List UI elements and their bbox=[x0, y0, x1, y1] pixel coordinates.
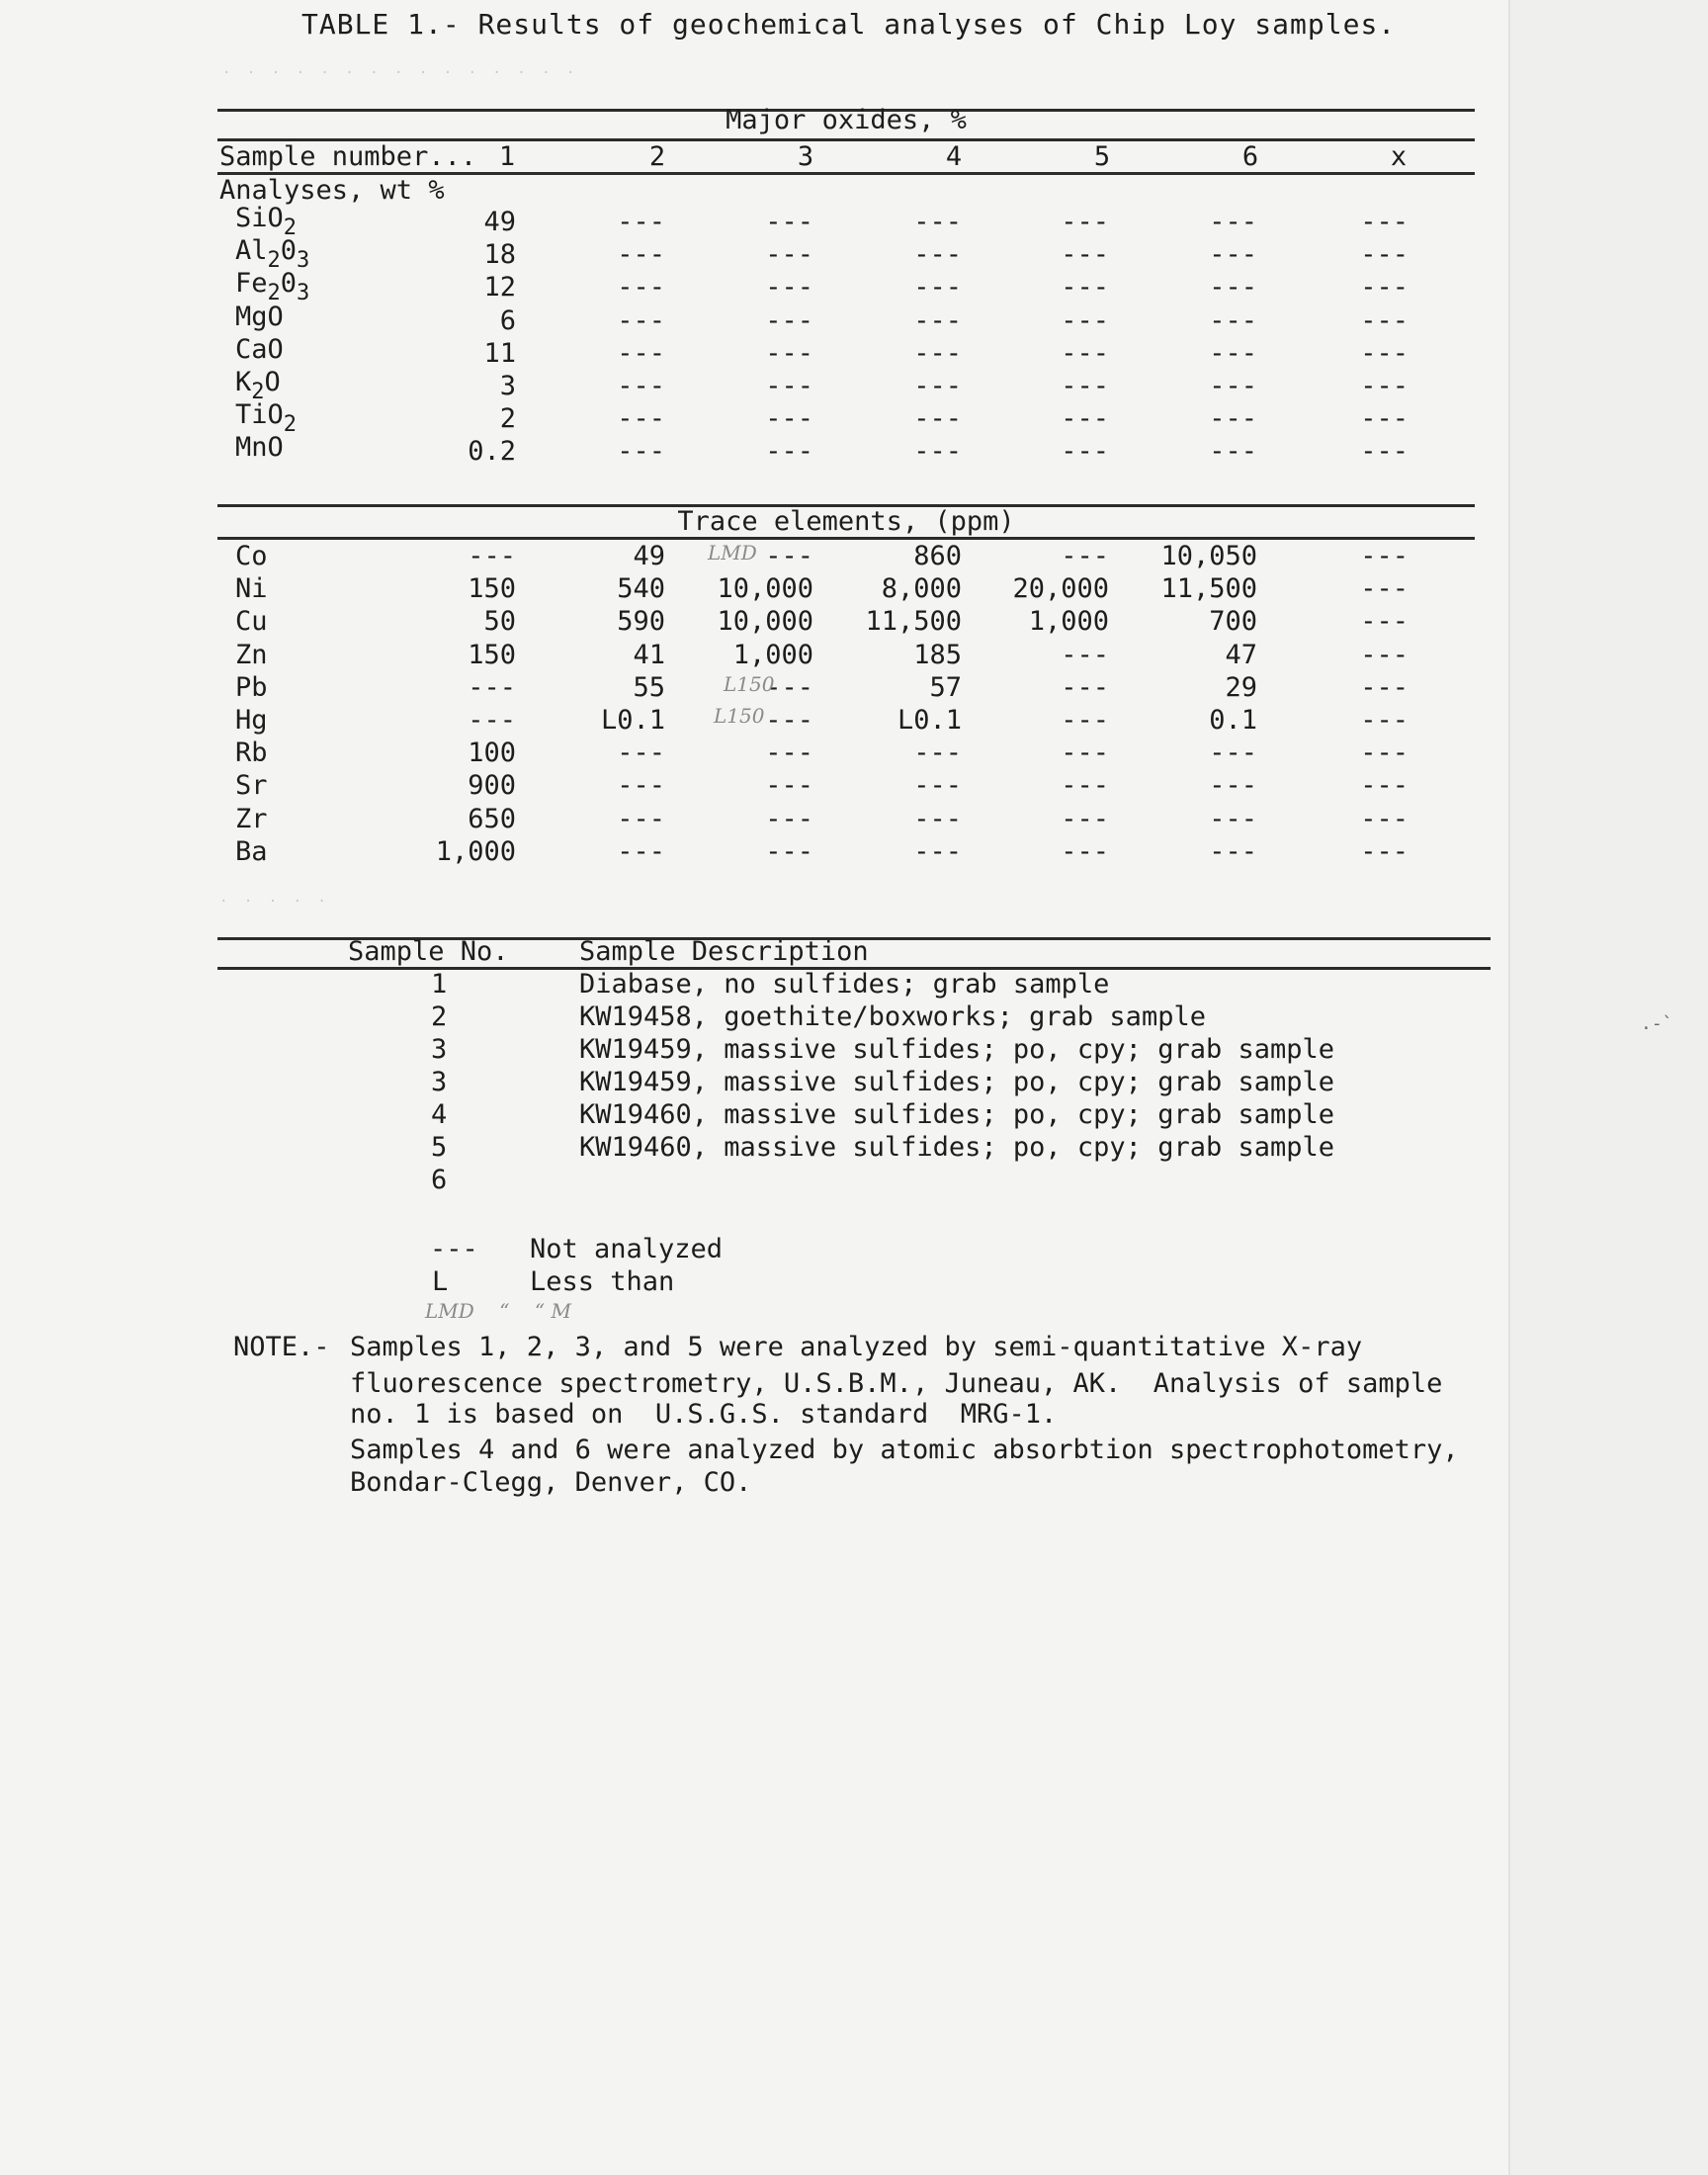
table-cell: --- bbox=[617, 207, 665, 237]
table-cell: --- bbox=[468, 672, 516, 703]
faint-dots: . . . . . bbox=[219, 890, 330, 906]
table-cell: --- bbox=[1360, 403, 1409, 434]
table-cell: --- bbox=[1061, 738, 1109, 768]
table-cell: --- bbox=[617, 836, 665, 867]
table-cell: --- bbox=[1360, 305, 1409, 336]
table-cell: 18 bbox=[483, 239, 516, 270]
element-label: Hg bbox=[235, 705, 268, 736]
table-cell: --- bbox=[617, 305, 665, 336]
table-cell: 1,000 bbox=[1028, 606, 1109, 637]
oxide-label: CaO bbox=[235, 334, 284, 365]
table-cell: --- bbox=[1061, 403, 1109, 434]
table-cell: --- bbox=[617, 338, 665, 369]
table-cell: --- bbox=[1061, 305, 1109, 336]
table-cell: 150 bbox=[468, 573, 516, 604]
oxide-label: TiO$_2$ bbox=[235, 399, 298, 437]
table-cell: --- bbox=[1360, 371, 1409, 401]
scan-mark: .-` bbox=[1641, 1013, 1673, 1034]
table-cell: --- bbox=[617, 436, 665, 467]
table-cell: --- bbox=[1209, 305, 1257, 336]
table-cell: --- bbox=[1360, 738, 1409, 768]
table-cell: --- bbox=[1360, 272, 1409, 303]
table-cell: L0.1 bbox=[897, 705, 962, 736]
element-label: Sr bbox=[235, 770, 268, 801]
table-cell: --- bbox=[913, 272, 962, 303]
table-cell: 29 bbox=[1225, 672, 1257, 703]
sample-number-label: Sample number... bbox=[219, 141, 477, 172]
table-cell: 11,500 bbox=[1160, 573, 1257, 604]
element-label: Rb bbox=[235, 738, 268, 768]
table-cell: 6 bbox=[499, 305, 516, 336]
table-cell: --- bbox=[1209, 338, 1257, 369]
table-cell: --- bbox=[765, 804, 813, 834]
sample-no: 3 bbox=[431, 1034, 448, 1065]
table-cell: --- bbox=[1209, 804, 1257, 834]
legend-text: Less than bbox=[530, 1266, 675, 1297]
table-cell: --- bbox=[1360, 338, 1409, 369]
table-cell: --- bbox=[765, 371, 813, 401]
analyses-label: Analyses, wt % bbox=[219, 175, 445, 206]
sample-no-header: Sample No. bbox=[348, 936, 509, 967]
table-cell: 47 bbox=[1225, 640, 1257, 670]
table-cell: --- bbox=[765, 541, 813, 571]
table-cell: --- bbox=[1209, 403, 1257, 434]
table-cell: --- bbox=[913, 804, 962, 834]
table-cell: 590 bbox=[617, 606, 665, 637]
table-cell: --- bbox=[1061, 640, 1109, 670]
handwritten-note: L150 bbox=[714, 704, 765, 728]
rule-trace bbox=[217, 537, 1475, 540]
sample-description: KW19460, massive sulfides; po, cpy; grab sample bbox=[579, 1132, 1335, 1163]
table-cell: --- bbox=[1061, 672, 1109, 703]
table-cell: --- bbox=[1061, 338, 1109, 369]
handwritten-note: LMD bbox=[708, 541, 757, 565]
table-cell: --- bbox=[1209, 371, 1257, 401]
table-cell: --- bbox=[913, 738, 962, 768]
sample-no: 6 bbox=[431, 1165, 448, 1195]
element-label: Pb bbox=[235, 672, 268, 703]
sample-description-header: Sample Description bbox=[579, 936, 869, 967]
table-cell: 57 bbox=[929, 672, 962, 703]
table-cell: --- bbox=[1360, 239, 1409, 270]
table-cell: --- bbox=[913, 207, 962, 237]
table-cell: --- bbox=[1360, 606, 1409, 637]
element-label: Zr bbox=[235, 804, 268, 834]
sample-no: 5 bbox=[431, 1132, 448, 1163]
column-header: x bbox=[1390, 141, 1408, 172]
oxide-label: MnO bbox=[235, 432, 284, 463]
table-cell: --- bbox=[913, 338, 962, 369]
element-label: Ba bbox=[235, 836, 268, 867]
table-cell: 185 bbox=[913, 640, 962, 670]
table-cell: --- bbox=[1061, 541, 1109, 571]
sample-description: KW19458, goethite/boxworks; grab sample bbox=[579, 1001, 1206, 1032]
column-header: 6 bbox=[1241, 141, 1259, 172]
table-cell: --- bbox=[1209, 738, 1257, 768]
element-label: Co bbox=[235, 541, 268, 571]
major-oxides-header: Major oxides, % bbox=[726, 105, 967, 135]
table-cell: --- bbox=[765, 305, 813, 336]
table-cell: --- bbox=[1061, 239, 1109, 270]
table-cell: --- bbox=[617, 804, 665, 834]
sample-no: 3 bbox=[431, 1067, 448, 1097]
table-cell: --- bbox=[1209, 239, 1257, 270]
table-cell: --- bbox=[617, 371, 665, 401]
table-cell: --- bbox=[765, 672, 813, 703]
table-cell: --- bbox=[913, 836, 962, 867]
table-cell: --- bbox=[765, 738, 813, 768]
table-cell: 49 bbox=[483, 207, 516, 237]
table-cell: 3 bbox=[499, 371, 516, 401]
table-cell: --- bbox=[617, 272, 665, 303]
note-line: Samples 1, 2, 3, and 5 were analyzed by semi-quantitative X-ray bbox=[350, 1332, 1363, 1362]
table-cell: --- bbox=[913, 403, 962, 434]
note-line: Samples 4 and 6 were analyzed by atomic absorbtion spectrophotometry, bbox=[350, 1435, 1459, 1465]
table-cell: --- bbox=[1061, 804, 1109, 834]
table-cell: --- bbox=[1209, 836, 1257, 867]
table-cell: 100 bbox=[468, 738, 516, 768]
legend-symbol: L bbox=[432, 1266, 449, 1297]
table-cell: --- bbox=[913, 371, 962, 401]
table-cell: 20,000 bbox=[1012, 573, 1109, 604]
column-header: 1 bbox=[498, 141, 516, 172]
table-cell: 41 bbox=[633, 640, 665, 670]
table-cell: --- bbox=[617, 738, 665, 768]
table-cell: 49 bbox=[633, 541, 665, 571]
table-cell: --- bbox=[1061, 705, 1109, 736]
element-label: Zn bbox=[235, 640, 268, 670]
table-cell: --- bbox=[765, 272, 813, 303]
handwritten-note: L150 bbox=[724, 672, 775, 696]
table-cell: 8,000 bbox=[881, 573, 962, 604]
table-cell: --- bbox=[1061, 770, 1109, 801]
table-cell: --- bbox=[1360, 705, 1409, 736]
sample-no: 2 bbox=[431, 1001, 448, 1032]
table-cell: --- bbox=[765, 239, 813, 270]
table-cell: --- bbox=[1360, 804, 1409, 834]
table-cell: L0.1 bbox=[600, 705, 665, 736]
table-cell: --- bbox=[913, 436, 962, 467]
table-cell: 150 bbox=[468, 640, 516, 670]
table-cell: --- bbox=[765, 770, 813, 801]
oxide-label: $Al_20_3$ bbox=[235, 235, 310, 273]
table-cell: --- bbox=[1061, 371, 1109, 401]
table-cell: 1,000 bbox=[435, 836, 516, 867]
table-cell: --- bbox=[1360, 573, 1409, 604]
table-cell: --- bbox=[765, 436, 813, 467]
sample-no: 4 bbox=[431, 1099, 448, 1130]
table-cell: 10,000 bbox=[717, 573, 813, 604]
table-cell: 0.2 bbox=[468, 436, 516, 467]
table-cell: 860 bbox=[913, 541, 962, 571]
trace-elements-header: Trace elements, (ppm) bbox=[677, 506, 1015, 537]
element-label: Ni bbox=[235, 573, 268, 604]
sample-no: 1 bbox=[431, 969, 448, 1000]
table-cell: 50 bbox=[483, 606, 516, 637]
note-line: Bondar-Clegg, Denver, CO. bbox=[350, 1467, 752, 1498]
table-cell: 540 bbox=[617, 573, 665, 604]
table-cell: 650 bbox=[468, 804, 516, 834]
table-cell: 0.1 bbox=[1209, 705, 1257, 736]
table-cell: 700 bbox=[1209, 606, 1257, 637]
table-cell: --- bbox=[617, 403, 665, 434]
table-cell: --- bbox=[1360, 672, 1409, 703]
oxide-label: MgO bbox=[235, 302, 284, 332]
table-cell: --- bbox=[1061, 207, 1109, 237]
element-label: Cu bbox=[235, 606, 268, 637]
note-line: no. 1 is based on U.S.G.S. standard MRG-1. bbox=[350, 1399, 1058, 1430]
faint-dots: . . . . . . . . . . . . . . . bbox=[222, 61, 579, 77]
table-title: TABLE 1.- Results of geochemical analyses of Chip Loy samples. bbox=[301, 8, 1397, 41]
table-cell: 11 bbox=[483, 338, 516, 369]
note-line: fluorescence spectrometry, U.S.B.M., Juneau, AK. Analysis of sample bbox=[350, 1368, 1443, 1399]
oxide-label: SiO$_2$ bbox=[235, 203, 298, 240]
table-cell: --- bbox=[765, 705, 813, 736]
sample-description: KW19459, massive sulfides; po, cpy; grab sample bbox=[579, 1034, 1335, 1065]
table-cell: --- bbox=[1209, 436, 1257, 467]
table-cell: --- bbox=[765, 836, 813, 867]
handwritten-legend: LMD “ “ M bbox=[425, 1299, 571, 1323]
table-cell: 55 bbox=[633, 672, 665, 703]
column-header: 5 bbox=[1093, 141, 1111, 172]
oxide-label: $Fe_20_3$ bbox=[235, 268, 310, 305]
table-cell: --- bbox=[468, 541, 516, 571]
table-cell: --- bbox=[1360, 541, 1409, 571]
sample-description: KW19460, massive sulfides; po, cpy; grab sample bbox=[579, 1099, 1335, 1130]
table-cell: 11,500 bbox=[865, 606, 962, 637]
sample-description: Diabase, no sulfides; grab sample bbox=[579, 969, 1110, 1000]
table-cell: --- bbox=[1360, 207, 1409, 237]
table-cell: --- bbox=[913, 239, 962, 270]
column-header: 4 bbox=[945, 141, 963, 172]
table-cell: --- bbox=[468, 705, 516, 736]
column-header: 3 bbox=[797, 141, 814, 172]
table-cell: --- bbox=[617, 770, 665, 801]
table-cell: 2 bbox=[499, 403, 516, 434]
table-cell: 10,000 bbox=[717, 606, 813, 637]
page-edge bbox=[1508, 0, 1708, 2175]
legend-symbol: --- bbox=[430, 1234, 478, 1264]
table-cell: --- bbox=[913, 770, 962, 801]
table-cell: --- bbox=[1360, 640, 1409, 670]
legend-text: Not analyzed bbox=[530, 1234, 724, 1264]
table-cell: 900 bbox=[468, 770, 516, 801]
table-cell: --- bbox=[1061, 836, 1109, 867]
table-cell: --- bbox=[1209, 770, 1257, 801]
table-cell: --- bbox=[913, 305, 962, 336]
table-cell: --- bbox=[1209, 272, 1257, 303]
table-cell: --- bbox=[1061, 272, 1109, 303]
table-cell: --- bbox=[1360, 836, 1409, 867]
note-label: NOTE.- bbox=[233, 1332, 330, 1362]
table-cell: --- bbox=[765, 403, 813, 434]
oxide-label: $K_2O$ bbox=[235, 367, 281, 404]
table-cell: --- bbox=[1209, 207, 1257, 237]
table-cell: 1,000 bbox=[732, 640, 813, 670]
table-cell: --- bbox=[765, 338, 813, 369]
sample-description: KW19459, massive sulfides; po, cpy; grab sample bbox=[579, 1067, 1335, 1097]
table-cell: 10,050 bbox=[1160, 541, 1257, 571]
table-cell: --- bbox=[1061, 436, 1109, 467]
table-cell: --- bbox=[765, 207, 813, 237]
column-header: 2 bbox=[648, 141, 666, 172]
table-cell: --- bbox=[617, 239, 665, 270]
table-cell: --- bbox=[1360, 770, 1409, 801]
table-cell: --- bbox=[1360, 436, 1409, 467]
table-cell: 12 bbox=[483, 272, 516, 303]
